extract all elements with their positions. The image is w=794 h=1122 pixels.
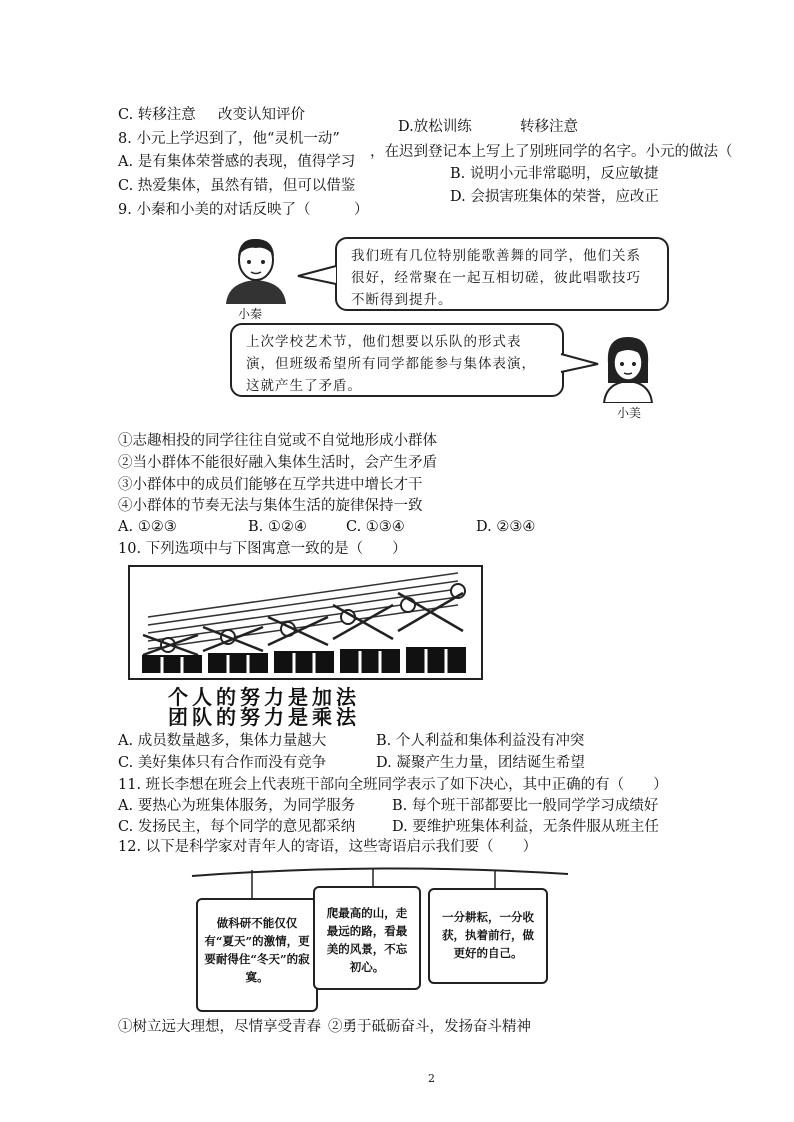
- name-xiaomei: 小美: [617, 406, 642, 420]
- bubble-xiaoqin-text: 我们班有几位特别能歌善舞的同学，他们关系很好，经常聚在一起互相切磋，彼此唱歌技巧不断得到提升。: [351, 248, 641, 308]
- q8-option-b: B. 说明小元非常聪明，反应敏捷: [450, 166, 659, 182]
- q11-option-a: A. 要热心为班集体服务，为同学服务: [118, 798, 356, 814]
- message-tag-3: [428, 888, 548, 984]
- q10-option-b: B. 个人利益和集体利益没有冲突: [376, 733, 585, 749]
- q11-stem: 11. 班长李想在班会上代表班干部向全班同学表示了如下决心，其中正确的有（ ）: [118, 777, 668, 793]
- q11-option-c: C. 发扬民主，每个同学的意见都采纳: [118, 819, 356, 835]
- page-number: 2: [428, 1072, 435, 1085]
- q9-option-c: C. ①③④: [346, 519, 405, 535]
- teamwork-illustration: [128, 565, 483, 680]
- q9-option-b: B. ①②④: [248, 519, 307, 535]
- girl-figure: [596, 333, 660, 403]
- q10-stem: 10. 下列选项中与下图寓意一致的是（ ）: [118, 541, 407, 557]
- q12-statement-2: ②勇于砥砺奋斗，发扬奋斗精神: [328, 1019, 531, 1035]
- q7-option-d: D.放松训练: [398, 119, 472, 135]
- q12-stem: 12. 以下是科学家对青年人的寄语，这些寄语启示我们要（ ）: [118, 839, 538, 855]
- q9-statement-2: ②当小群体不能很好融入集体生活时，会产生矛盾: [118, 455, 437, 471]
- message-tag-2: [313, 886, 421, 990]
- message-tag-1: [196, 898, 318, 1012]
- q11-option-d: D. 要维护班集体利益，无条件服从班主任: [392, 819, 659, 835]
- bubble-tail-left: [296, 262, 338, 288]
- q10-option-d: D. 凝聚产生力量，团结诞生希望: [376, 755, 585, 771]
- tag1-text: 做科研不能仅仅有“夏天”的激情，更要耐得住“冬天”的寂寞。: [204, 916, 310, 984]
- bubble-tail-right: [560, 350, 600, 376]
- q9-statement-3: ③小群体中的成员们能够在互学共进中增长才干: [118, 477, 423, 493]
- q7-option-d-extra: 转移注意: [520, 119, 578, 135]
- q9-stem: 9. 小秦和小美的对话反映了（ ）: [118, 202, 369, 218]
- speech-bubble-xiaoqin: [335, 237, 669, 311]
- q7-option-c: C. 转移注意: [118, 107, 196, 123]
- banner-line-1: 个人的努力是加法: [168, 685, 360, 709]
- boy-figure: [216, 234, 296, 304]
- bubble-xiaomei-text: 上次学校艺术节，他们想要以乐队的形式表演，但班级希望所有同学都能参与集体表演，这就产生了矛盾。: [246, 334, 536, 394]
- q10-option-a: A. 成员数量越多，集体力量越大: [118, 733, 327, 749]
- q11-option-b: B. 每个班干部都要比一般同学学习成绩好: [392, 798, 659, 814]
- q8-stem-b: ，在迟到登记本上写上了别班同学的名字。小元的做法（: [370, 144, 733, 160]
- q8-option-d: D. 会损害班集体的荣誉，应改正: [450, 189, 659, 205]
- name-xiaoqin: 小秦: [238, 307, 263, 321]
- q8-option-a: A. 是有集体荣誉感的表现，值得学习: [118, 154, 356, 170]
- q9-option-a: A. ①②③: [118, 519, 177, 535]
- q8-stem-a: 8. 小元上学迟到了，他“灵机一动”: [118, 131, 340, 147]
- speech-bubble-xiaomei: [230, 323, 564, 397]
- banner-line-2: 团队的努力是乘法: [168, 705, 360, 729]
- q7-option-c-extra: 改变认知评价: [218, 107, 305, 123]
- tag2-text: 爬最高的山，走最远的路，看最美的风景，不忘初心。: [326, 906, 408, 974]
- q9-statement-1: ①志趣相投的同学往往自觉或不自觉地形成小群体: [118, 433, 437, 449]
- q12-statement-1: ①树立远大理想，尽情享受青春: [118, 1019, 321, 1035]
- tag3-text: 一分耕耘，一分收获，执着前行，做更好的自己。: [442, 910, 534, 960]
- q8-option-c: C. 热爱集体，虽然有错，但可以借鉴: [118, 178, 356, 194]
- q9-statement-4: ④小群体的节奏无法与集体生活的旋律保持一致: [118, 498, 423, 514]
- q10-option-c: C. 美好集体只有合作而没有竞争: [118, 755, 327, 771]
- q9-option-d: D. ②③④: [476, 519, 536, 535]
